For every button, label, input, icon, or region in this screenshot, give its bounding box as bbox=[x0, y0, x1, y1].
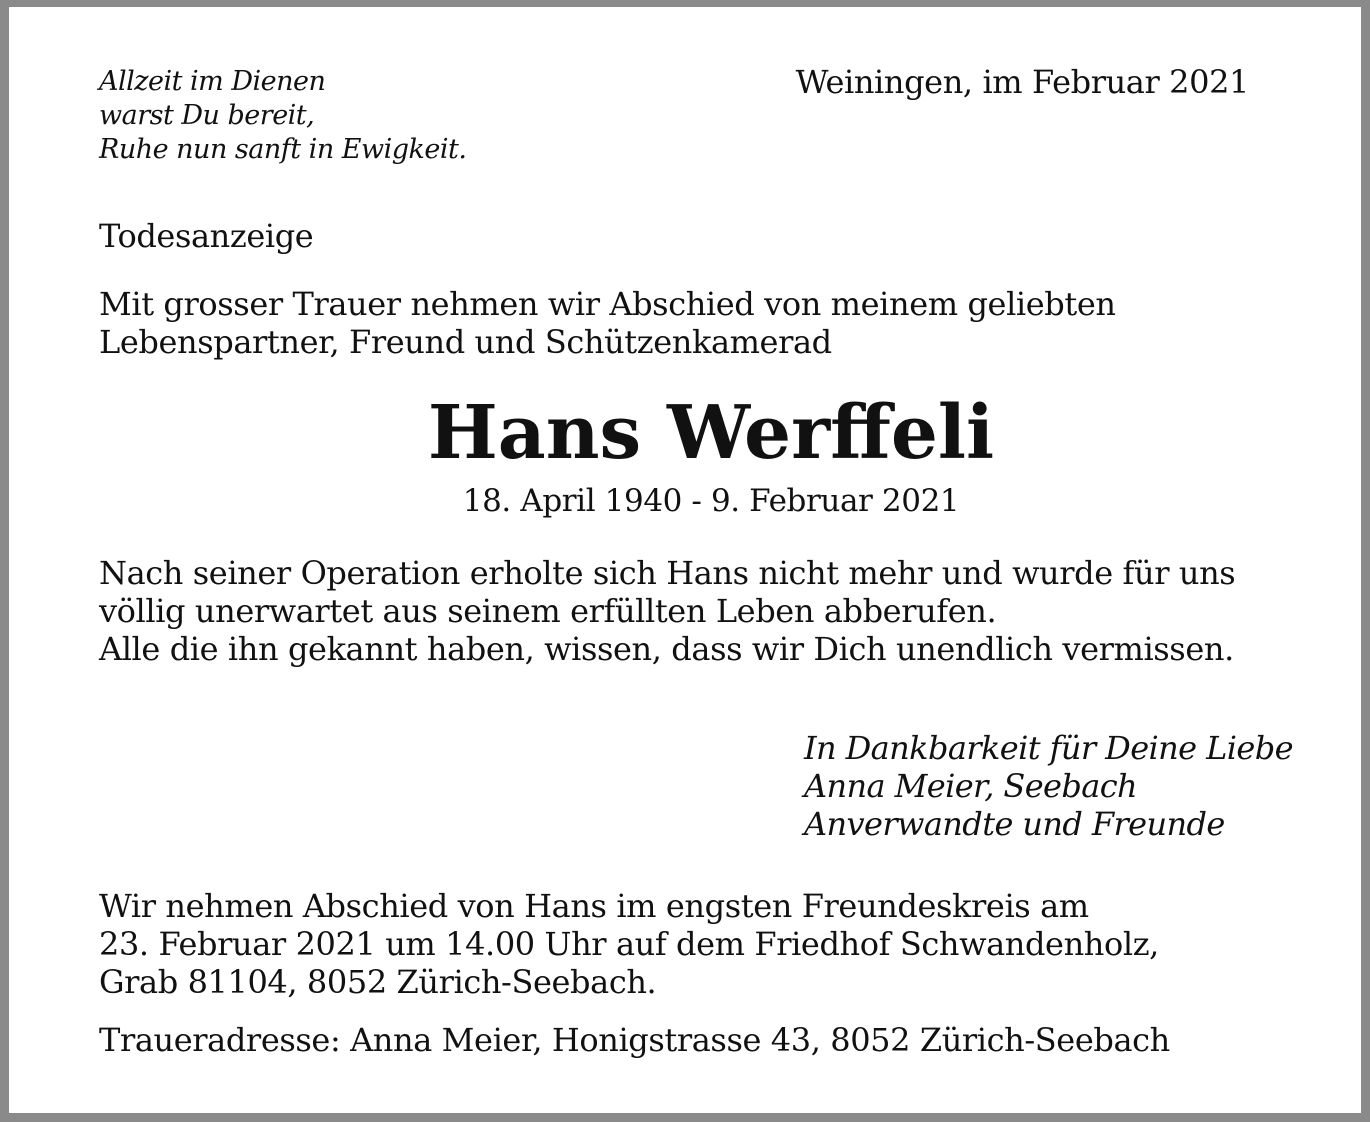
signature-line: In Dankbarkeit für Deine Liebe bbox=[804, 729, 1293, 767]
notice-heading: Todesanzeige bbox=[99, 217, 314, 255]
place-and-date: Weiningen, im Februar 2021 bbox=[795, 63, 1249, 101]
service-line: Grab 81104, 8052 Zürich-Seebach. bbox=[99, 963, 657, 1001]
memorial-poem bbox=[99, 65, 466, 167]
poem-line: Allzeit im Dienen bbox=[99, 66, 326, 97]
signature-line: Anna Meier, Seebach bbox=[804, 767, 1138, 805]
poem-line: warst Du bereit, bbox=[99, 100, 315, 131]
body-line: völlig unerwartet aus seinem erfüllten Leben abberufen. bbox=[99, 592, 997, 630]
body-line: Nach seiner Operation erholte sich Hans nicht mehr und wurde für uns bbox=[99, 554, 1236, 592]
service-line: 23. Februar 2021 um 14.00 Uhr auf dem Friedhof Schwandenholz, bbox=[99, 925, 1159, 963]
intro-line: Mit grosser Trauer nehmen wir Abschied von meinem geliebten bbox=[99, 285, 1116, 323]
poem-line: Ruhe nun sanft in Ewigkeit. bbox=[99, 134, 467, 165]
signature-line: Anverwandte und Freunde bbox=[804, 805, 1225, 843]
body-line: Alle die ihn gekannt haben, wissen, dass wir Dich unendlich vermissen. bbox=[99, 630, 1234, 668]
mourning-address: Traueradresse: Anna Meier, Honigstrasse 43, 8052 Zürich-Seebach bbox=[99, 1021, 1170, 1059]
service-line: Wir nehmen Abschied von Hans im engsten Freundeskreis am bbox=[99, 887, 1089, 925]
body-text bbox=[99, 554, 1235, 668]
intro-line: Lebenspartner, Freund und Schützenkamerad bbox=[99, 323, 832, 361]
mourners-signature bbox=[804, 729, 1293, 843]
life-dates: 18. April 1940 - 9. Februar 2021 bbox=[462, 483, 960, 519]
funeral-service-info bbox=[99, 887, 1159, 1001]
deceased-name: Hans Werffeli bbox=[427, 390, 995, 476]
intro-text bbox=[99, 285, 1116, 361]
